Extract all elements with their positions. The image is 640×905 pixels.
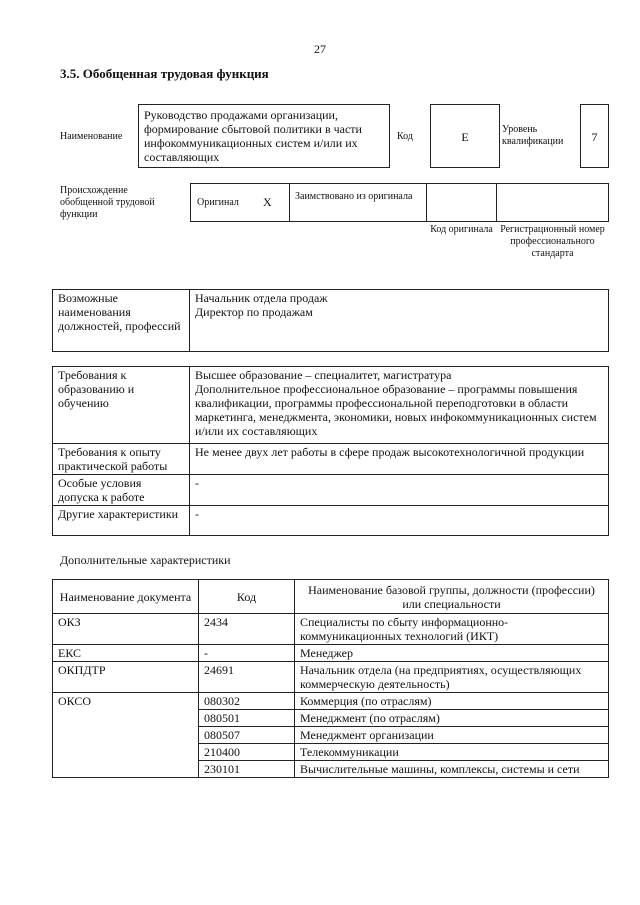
requirement-label: Требования к образованию и обучению — [53, 367, 190, 444]
requirement-line: Высшее образование – специалитет, магистратура — [195, 368, 452, 382]
table-row — [53, 645, 609, 662]
requirement-label: Другие характеристики — [53, 506, 190, 536]
name-cell: Специалисты по сбыту информационно-коммуникационных технологий (ИКТ) — [295, 614, 609, 645]
requirement-label: Требования к опыту практической работы — [53, 444, 190, 475]
doc-cell: ОКПДТР — [53, 662, 199, 693]
original-mark: X — [263, 195, 272, 209]
name-cell: Менеджмент организации — [295, 727, 609, 744]
positions-table — [52, 289, 609, 352]
code-cell: - — [199, 645, 295, 662]
original-label: Оригинал — [197, 197, 239, 208]
level-label: Уровень квалификации — [502, 124, 564, 147]
name-cell: Начальник отдела (на предприятиях, осуществляющих коммерческую деятельность) — [295, 662, 609, 693]
name-cell: Менеджмент (по отраслям) — [295, 710, 609, 727]
original-box — [190, 183, 290, 222]
name-cell: Телекоммуникации — [295, 744, 609, 761]
code-box — [430, 104, 500, 168]
header-document: Наименование документа — [53, 580, 199, 614]
requirements-table — [52, 366, 609, 536]
page-number: 27 — [314, 42, 326, 56]
requirement-line: Дополнительное профессиональное образование – программы повышения квалификации, программы профессиональной переподготовки в области маркетинга, менеджмента, экономики, новых инфокоммуникационных систем и/или их составляющих — [195, 382, 597, 438]
code-label: Код — [397, 131, 413, 142]
position-item: Директор по продажам — [195, 305, 313, 319]
position-item: Начальник отдела продаж — [195, 291, 328, 305]
additional-title: Дополнительные характеристики — [60, 553, 231, 567]
table-row — [53, 662, 609, 693]
code-cell: 080501 — [199, 710, 295, 727]
requirement-value: - — [190, 506, 609, 536]
table-row — [53, 693, 609, 710]
level-box — [580, 104, 609, 168]
code-cell: 080507 — [199, 727, 295, 744]
positions-label: Возможные наименования должностей, профессий — [53, 290, 190, 352]
code-cell: 210400 — [199, 744, 295, 761]
borrowed-label: Заимствовано из оригинала — [295, 191, 413, 202]
level-value: 7 — [591, 130, 598, 144]
origin-label: Происхождение обобщенной трудовой функции — [60, 185, 155, 220]
code-original-box — [426, 183, 497, 222]
doc-cell: ЕКС — [53, 645, 199, 662]
section-title: 3.5. Обобщенная трудовая функция — [60, 66, 269, 81]
name-cell: Вычислительные машины, комплексы, системы и сети — [295, 761, 609, 778]
reg-number-caption: Регистрационный номер профессионального стандарта — [500, 224, 605, 259]
requirement-value: - — [190, 475, 609, 506]
requirement-value — [190, 367, 609, 444]
doc-cell: ОКЗ — [53, 614, 199, 645]
function-name-value: Руководство продажами организации, формирование сбытовой политики в части инфокоммуникационных систем и/или их составляющих — [144, 108, 362, 164]
reg-number-box — [496, 183, 609, 222]
code-value: E — [461, 130, 469, 144]
name-cell: Коммерция (по отраслям) — [295, 693, 609, 710]
requirement-label: Особые условия допуска к работе — [53, 475, 190, 506]
function-name-box — [138, 104, 390, 168]
code-cell: 24691 — [199, 662, 295, 693]
positions-values — [190, 290, 609, 352]
additional-table — [52, 579, 609, 778]
doc-cell: ОКСО — [53, 693, 199, 778]
requirement-value: Не менее двух лет работы в сфере продаж высокотехнологичной продукции — [190, 444, 609, 475]
name-label: Наименование — [60, 131, 123, 142]
borrowed-box — [289, 183, 427, 222]
code-cell: 230101 — [199, 761, 295, 778]
table-row — [53, 614, 609, 645]
code-cell: 080302 — [199, 693, 295, 710]
header-name: Наименование базовой группы, должности (профессии) или специальности — [295, 580, 609, 614]
code-cell: 2434 — [199, 614, 295, 645]
header-code: Код — [199, 580, 295, 614]
code-original-caption: Код оригинала — [430, 224, 493, 235]
name-cell: Менеджер — [295, 645, 609, 662]
